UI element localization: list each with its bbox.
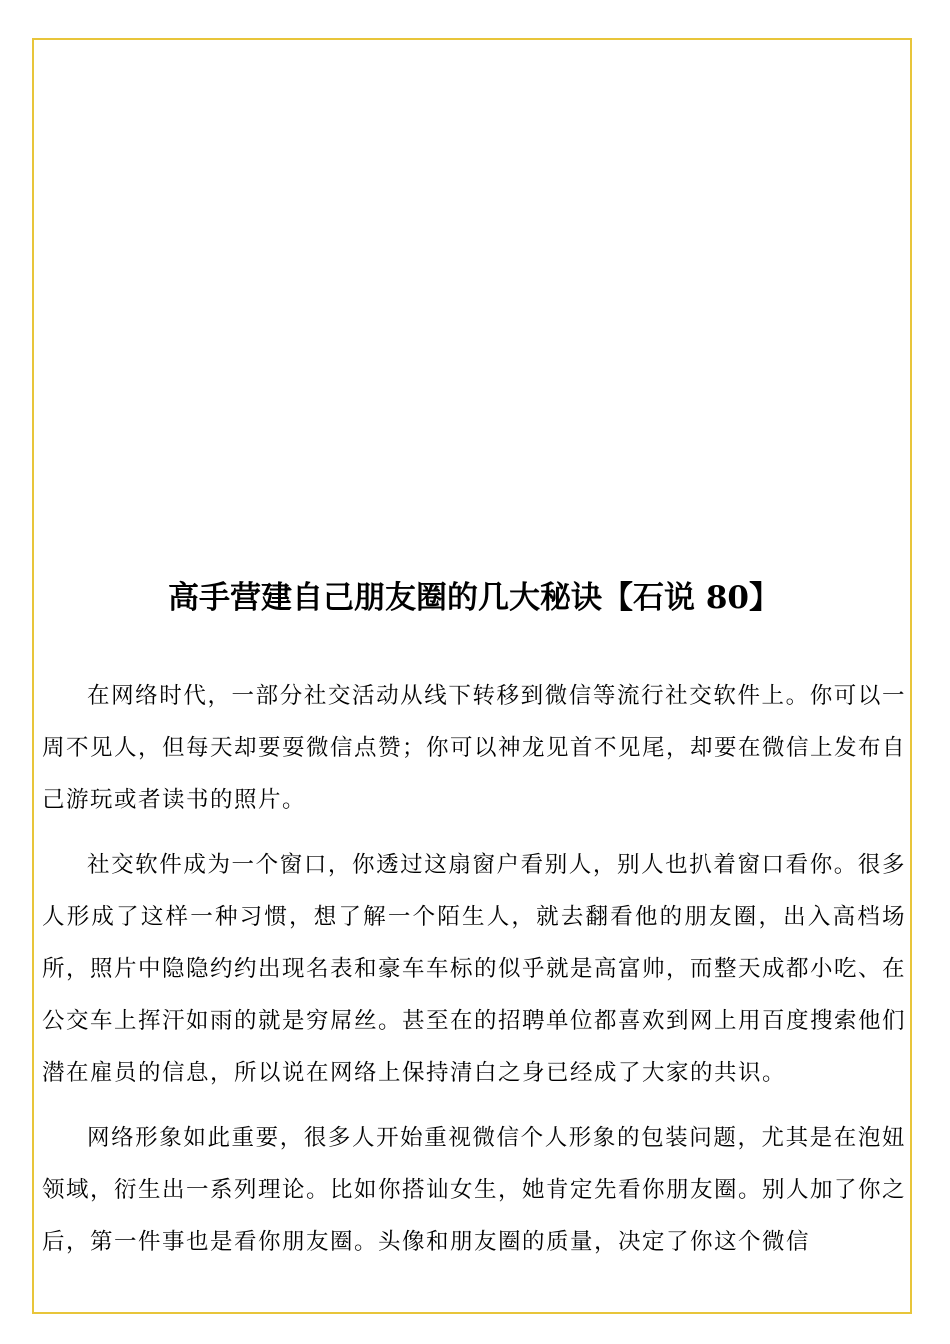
article-title: 高手营建自己朋友圈的几大秘诀【石说 80】 bbox=[168, 580, 780, 616]
paragraph-1: 在网络时代，一部分社交活动从线下转移到微信等流行社交软件上。你可以一周不见人，但每天却要耍微信点赞；你可以神龙见首不见尾，却要在微信上发布自己游玩或者读书的照片。 bbox=[42, 683, 907, 813]
article bbox=[42, 570, 906, 1281]
paragraph-3: 网络形象如此重要，很多人开始重视微信个人形象的包装问题，尤其是在泡妞领域，衍生出一系列理论。比如你搭讪女生，她肯定先看你朋友圈。别人加了你之后，第一件事也是看你朋友圈。头像和朋友圈的质量，决定了你这个微信 bbox=[42, 1125, 907, 1255]
paragraph-2: 社交软件成为一个窗口，你透过这扇窗户看别人，别人也扒着窗口看你。很多人形成了这样一种习惯，想了解一个陌生人，就去翻看他的朋友圈，出入高档场所，照片中隐隐约约出现名表和豪车车标的似乎就是高富帅，而整天成都小吃、在公交车上挥汗如雨的就是穷屌丝。甚至在的招聘单位都喜欢到网上用百度搜索他们潜在雇员的信息，所以说在网络上保持清白之身已经成了大家的共识。 bbox=[42, 852, 907, 1086]
